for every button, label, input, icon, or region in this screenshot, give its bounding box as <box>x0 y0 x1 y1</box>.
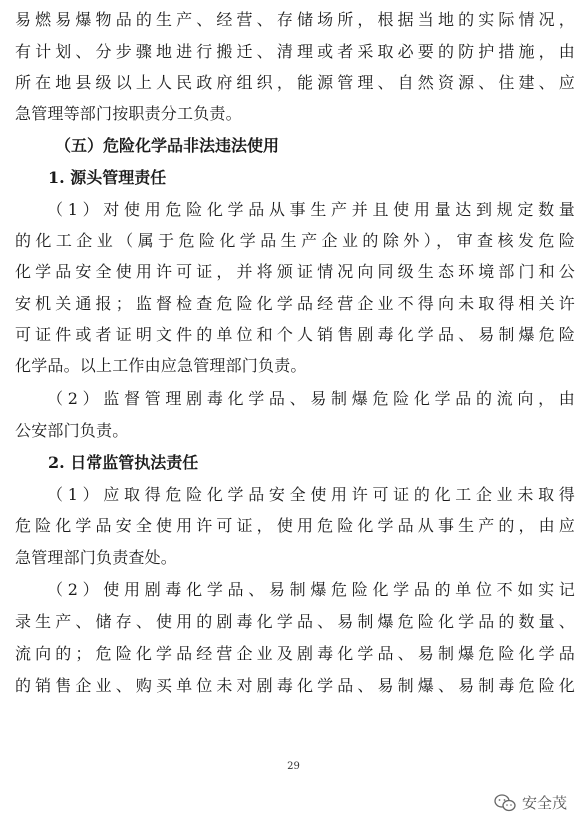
text-line: 可证件或者证明文件的单位和个人销售剧毒化学品、易制爆危险 <box>15 325 575 344</box>
text-line: 有计划、分步骤地进行搬迁、清理或者采取必要的防护措施，由 <box>15 42 575 61</box>
text-line: 流向的；危险化学品经营企业及剧毒化学品、易制爆危险化学品 <box>15 644 575 663</box>
text-line: 所在地县级以上人民政府组织，能源管理、自然资源、住建、应 <box>15 73 575 92</box>
text-line: 公安部门负责。 <box>15 421 129 440</box>
text-line: 急管理部门负责查处。 <box>15 548 178 567</box>
text-line: （1）应取得危险化学品安全使用许可证的化工企业未取得 <box>47 485 575 504</box>
section-heading: （五）危险化学品非法违法使用 <box>55 136 280 155</box>
text-line: 的销售企业、购买单位未对剧毒化学品、易制爆、易制毒危险化 <box>15 676 575 695</box>
text-line: 化学品安全使用许可证，并将颁证情况向同级生态环境部门和公 <box>15 262 575 281</box>
text-line: （2）监督管理剧毒化学品、易制爆危险化学品的流向，由 <box>47 389 575 408</box>
text-line: 危险化学品安全使用许可证，使用危险化学品从事生产的，由应 <box>15 516 575 535</box>
text-line: 易燃易爆物品的生产、经营、存储场所，根据当地的实际情况， <box>15 10 575 29</box>
watermark-text: 安全茂 <box>521 794 567 812</box>
text-line: （2）使用剧毒化学品、易制爆危险化学品的单位不如实记 <box>47 580 575 599</box>
text-line: （1）对使用危险化学品从事生产并且使用量达到规定数量 <box>47 200 575 219</box>
subsection-heading: 2. 日常监管执法责任 <box>48 453 199 472</box>
wechat-icon <box>494 794 516 812</box>
text-line: 化学品。以上工作由应急管理部门负责。 <box>15 356 307 375</box>
subsection-heading: 1. 源头管理责任 <box>48 168 167 187</box>
watermark <box>494 792 567 813</box>
text-line: 的化工企业（属于危险化学品生产企业的除外），审查核发危险 <box>15 231 575 250</box>
text-line: 安机关通报；监督检查危险化学品经营企业不得向未取得相关许 <box>15 294 575 313</box>
text-line: 急管理等部门按职责分工负责。 <box>15 104 242 123</box>
text-line: 录生产、储存、使用的剧毒化学品、易制爆危险化学品的数量、 <box>15 612 575 631</box>
page-number: 29 <box>287 761 300 772</box>
